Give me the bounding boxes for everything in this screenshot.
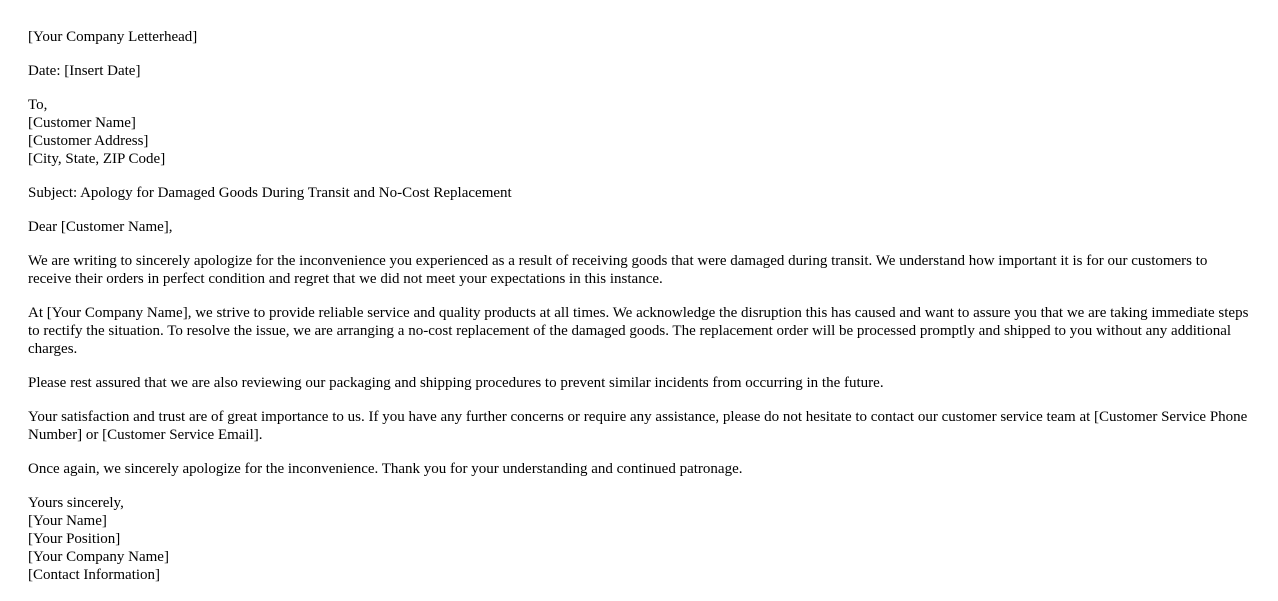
body-paragraph-1: We are writing to sincerely apologize for the inconvenience you experienced as a result of receiving goods that were damaged during transit. We understand how important it is for our customers to receive their orders in perfect condition and regret that we did not meet your expectations in this instance.: [28, 253, 1208, 287]
closing-block: [28, 494, 1253, 584]
recipient-name: [Customer Name]: [28, 115, 136, 131]
letter: [28, 28, 1253, 600]
body-paragraph-5: Once again, we sincerely apologize for the inconvenience. Thank you for your understanding and continued patronage.: [28, 461, 743, 477]
letterhead: [Your Company Letterhead]: [28, 29, 198, 45]
body-paragraph-2: At [Your Company Name], we strive to provide reliable service and quality products at all times. We acknowledge the disruption this has caused and want to assure you that we are taking immediate steps to rectify the situation. To resolve the issue, we are arranging a no-cost replacement of the damaged goods. The replacement order will be processed promptly and shipped to you without any additional charges.: [28, 305, 1249, 357]
body-paragraph-3: Please rest assured that we are also reviewing our packaging and shipping procedures to prevent similar incidents from occurring in the future.: [28, 375, 884, 391]
sender-position: [Your Position]: [28, 531, 121, 547]
recipient-block: [28, 96, 1253, 168]
sender-company: [Your Company Name]: [28, 549, 169, 565]
salutation: Dear [Customer Name],: [28, 219, 173, 235]
valediction: Yours sincerely,: [28, 495, 124, 511]
letter-date: Date: [Insert Date]: [28, 63, 141, 79]
recipient-address: [Customer Address]: [28, 133, 149, 149]
recipient-to: To,: [28, 97, 48, 113]
recipient-city: [City, State, ZIP Code]: [28, 151, 166, 167]
sender-contact: [Contact Information]: [28, 567, 161, 583]
sender-name: [Your Name]: [28, 513, 107, 529]
letter-subject: Subject: Apology for Damaged Goods During Transit and No-Cost Replacement: [28, 185, 512, 201]
body-paragraph-4: Your satisfaction and trust are of great importance to us. If you have any further concerns or require any assistance, please do not hesitate to contact our customer service team at [Customer Service Phone Number] or [Customer Service Email].: [28, 409, 1248, 443]
